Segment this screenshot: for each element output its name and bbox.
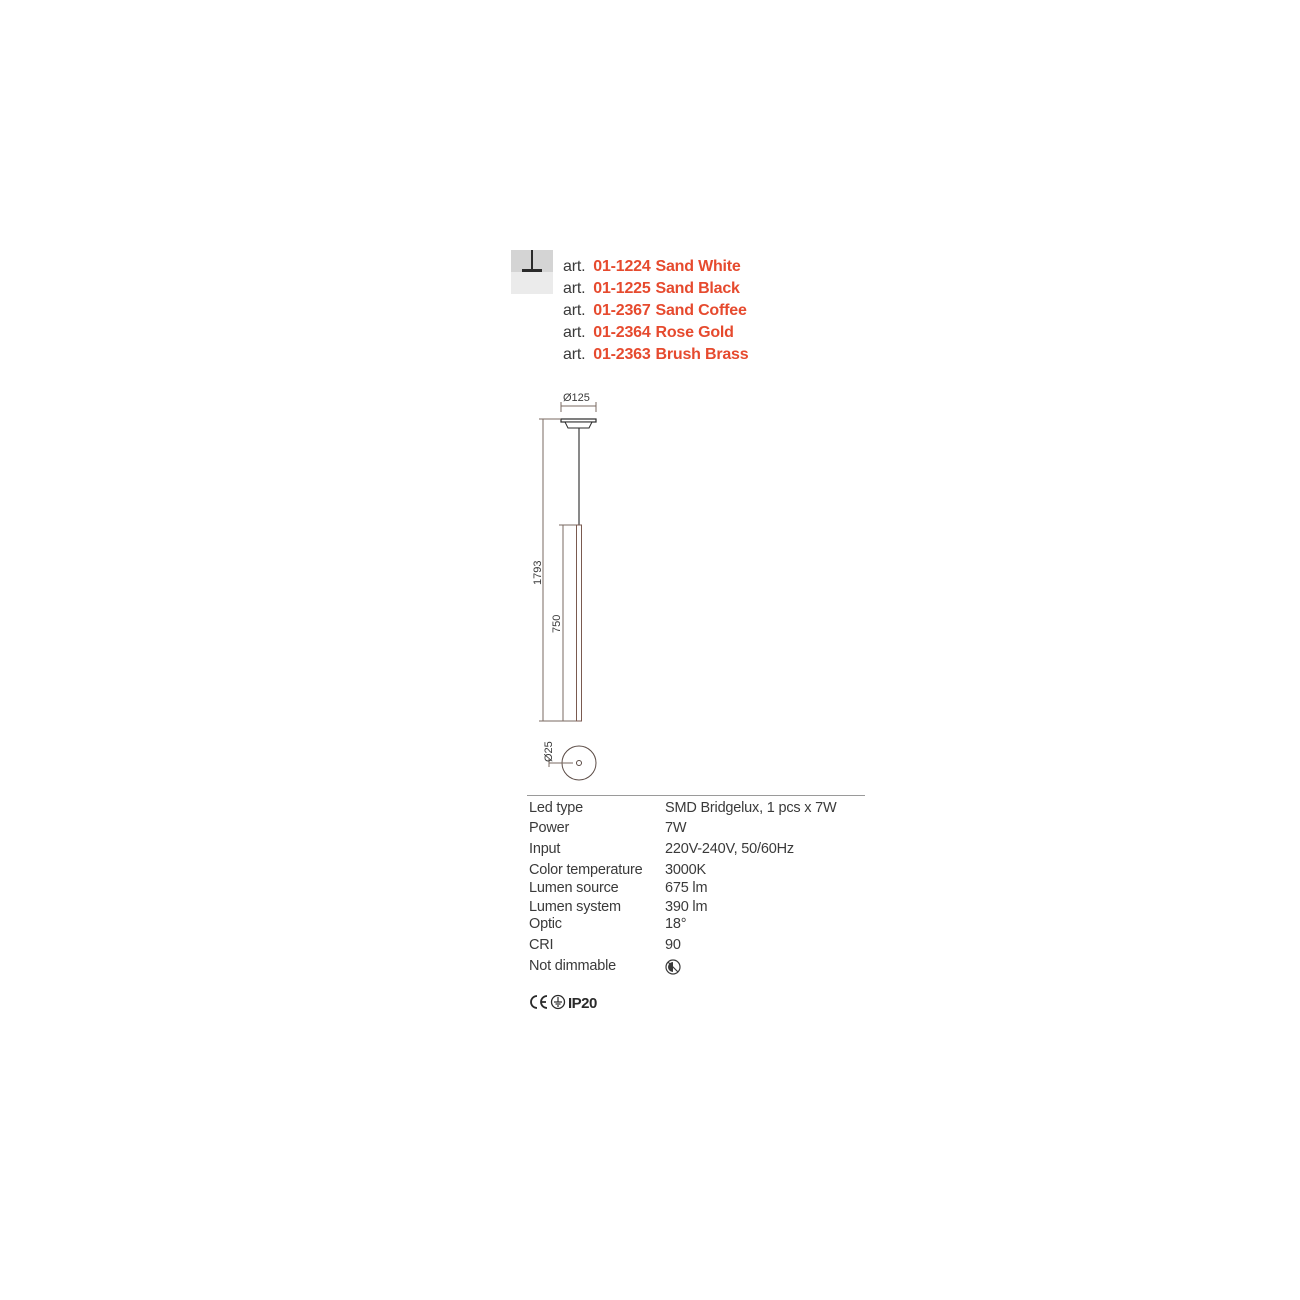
tube-diameter-label: Ø25 [543, 741, 555, 762]
article-prefix: art. [563, 324, 586, 341]
article-prefix: art. [563, 302, 586, 319]
article-name: Brush Brass [655, 346, 749, 363]
article-code: 01-1224 [593, 258, 651, 275]
article-code: 01-2364 [593, 324, 651, 341]
canopy-diameter-label: Ø125 [563, 392, 590, 404]
spec-label: CRI [529, 937, 554, 953]
spec-label: Power [529, 820, 570, 836]
article-row [563, 300, 748, 322]
spec-value: 390 lm [665, 899, 708, 915]
article-row [563, 344, 748, 366]
spec-label: Lumen system [529, 899, 621, 915]
technical-drawing [525, 385, 625, 785]
spec-label: Optic [529, 916, 562, 932]
spec-value: 3000K [665, 862, 706, 878]
article-name: Sand Coffee [655, 302, 747, 319]
canopy-body [565, 422, 592, 428]
spec-label: Color temperature [529, 862, 643, 878]
spec-value: 18° [665, 916, 687, 932]
article-prefix: art. [563, 280, 586, 297]
spec-label: Led type [529, 800, 584, 816]
article-list [563, 256, 748, 366]
spec-row [529, 958, 729, 978]
spec-value: SMD Bridgelux, 1 pcs x 7W [665, 800, 837, 816]
pendant-mount-icon [511, 250, 553, 294]
total-height-label: 1793 [532, 560, 544, 585]
article-row [563, 322, 748, 344]
article-prefix: art. [563, 346, 586, 363]
article-code: 01-1225 [593, 280, 651, 297]
spec-label: Not dimmable [529, 958, 617, 974]
tube-section-inner [577, 761, 582, 766]
article-prefix: art. [563, 258, 586, 275]
article-code: 01-2363 [593, 346, 651, 363]
article-name: Rose Gold [655, 324, 734, 341]
not-dimmable-icon [665, 959, 681, 975]
ce-mark-icon [531, 996, 547, 1008]
tube-length-label: 750 [551, 614, 563, 633]
earth-ground-icon [552, 996, 565, 1009]
spec-value: 90 [665, 937, 681, 953]
spec-value: 220V-240V, 50/60Hz [665, 841, 794, 857]
ip-rating: IP20 [568, 995, 597, 1012]
spec-value: 7W [665, 820, 687, 836]
article-row [563, 256, 748, 278]
article-name: Sand Black [655, 280, 740, 297]
article-code: 01-2367 [593, 302, 651, 319]
spec-label: Input [529, 841, 561, 857]
article-name: Sand White [655, 258, 741, 275]
spec-label: Lumen source [529, 880, 619, 896]
spec-divider [527, 795, 865, 796]
article-row [563, 278, 748, 300]
certification-marks [528, 992, 608, 1012]
light-tube [577, 525, 582, 721]
spec-value: 675 lm [665, 880, 708, 896]
